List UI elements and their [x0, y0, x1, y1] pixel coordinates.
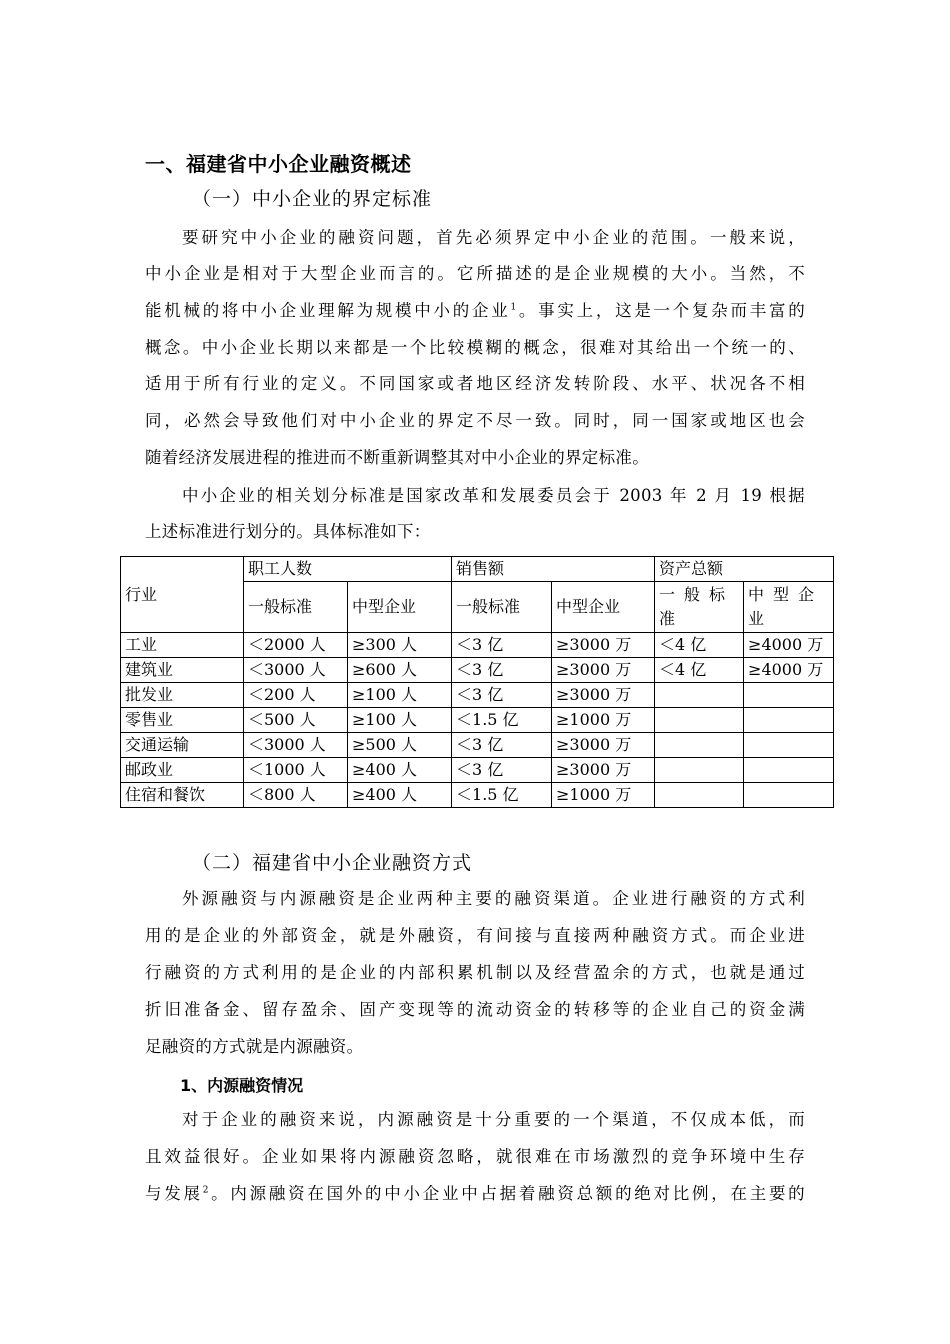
table-cell: ＜3000 人: [244, 658, 348, 683]
table-cell: ＜3 亿: [452, 658, 552, 683]
paragraph-line: 对于企业的融资来说，内源融资是十分重要的一个渠道，不仅成本低，而: [182, 1110, 805, 1129]
paragraph-line: 外源融资与内源融资是企业两种主要的融资渠道。企业进行融资的方式利: [182, 889, 805, 908]
paragraph-line: 要研究中小企业的融资问题，首先必须界定中小企业的范围。一般来说，: [182, 228, 805, 247]
table-cell: ＜3 亿: [452, 758, 552, 783]
paragraph-line: 中小企业的相关划分标准是国家改革和发展委员会于 2003 年 2 月 19 根据: [182, 486, 805, 505]
table-group-header: 职工人数: [244, 557, 452, 582]
table-cell: ＜3000 人: [244, 733, 348, 758]
table-cell: ＜1000 人: [244, 758, 348, 783]
table-cell: [744, 683, 834, 708]
paragraph-line: 折旧准备金、留存盈余、固产变现等的流动资金的转移等的企业自己的资金满: [145, 1000, 805, 1019]
table-cell: ＜1.5 亿: [452, 708, 552, 733]
footnote-marker: 1: [510, 302, 517, 313]
table-row: [121, 708, 834, 733]
table-cell: ≥3000 万: [552, 733, 655, 758]
table-cell: ≥3000 万: [552, 633, 655, 658]
table-sub-header: 中型企业: [744, 582, 834, 633]
table-row: [121, 658, 834, 683]
industry-cell: 交通运输: [121, 733, 244, 758]
table-cell: [744, 758, 834, 783]
table-sub-header: 一般标准: [452, 582, 552, 633]
sme-classification-table: [120, 556, 834, 808]
table-cell: ≥400 人: [348, 758, 452, 783]
table-row-header: 行业: [121, 557, 244, 633]
industry-cell: 零售业: [121, 708, 244, 733]
table-row: [121, 758, 834, 783]
industry-cell: 住宿和餐饮: [121, 783, 244, 808]
table-cell: [744, 708, 834, 733]
table-cell: [655, 783, 744, 808]
table-cell: ≥3000 万: [552, 658, 655, 683]
table-cell: ≥3000 万: [552, 758, 655, 783]
table-cell: ≥3000 万: [552, 683, 655, 708]
section-1-title: （一）中小企业的界定标准: [192, 188, 433, 210]
table-cell: [655, 683, 744, 708]
industry-cell: 建筑业: [121, 658, 244, 683]
table-row: [121, 683, 834, 708]
table-cell: ＜200 人: [244, 683, 348, 708]
table-row: [121, 633, 834, 658]
table-cell: [655, 708, 744, 733]
paragraph-line: 且效益很好。企业如果将内源融资忽略，就很难在市场激烈的竞争环境中生存: [145, 1147, 805, 1166]
paragraph-line-part: 与发展: [145, 1184, 203, 1203]
table-cell: ＜3 亿: [452, 683, 552, 708]
paragraph-line-part: 。事实上，这是一个复杂而丰富的: [516, 301, 805, 320]
paragraph-line: 足融资的方式就是内源融资。: [145, 1037, 364, 1056]
table-cell: ≥100 人: [348, 683, 452, 708]
table-cell: ＜4 亿: [655, 658, 744, 683]
table-cell: ＜3 亿: [452, 733, 552, 758]
paragraph-line: 同，必然会导致他们对中小企业的界定不尽一致。同时，同一国家或地区也会: [145, 411, 805, 430]
chapter-heading: 一、福建省中小企业融资概述: [145, 152, 412, 176]
table-group-header: 资产总额: [655, 557, 834, 582]
table-cell: ≥100 人: [348, 708, 452, 733]
table-row: [121, 783, 834, 808]
table-cell: ＜3 亿: [452, 633, 552, 658]
table-row: [121, 733, 834, 758]
industry-cell: 批发业: [121, 683, 244, 708]
paragraph-line: 上述标准进行划分的。具体标准如下：: [145, 522, 431, 541]
paragraph-line: [145, 1175, 805, 1213]
table-cell: [655, 758, 744, 783]
table-cell: ≥4000 万: [744, 633, 834, 658]
table-group-header: 销售额: [452, 557, 655, 582]
table-cell: ＜4 亿: [655, 633, 744, 658]
table-cell: ≥1000 万: [552, 708, 655, 733]
table-cell: [655, 733, 744, 758]
table-cell: ≥300 人: [348, 633, 452, 658]
paragraph-line: [145, 292, 805, 330]
industry-cell: 工业: [121, 633, 244, 658]
subsection-heading: 1、内源融资情况: [180, 1076, 304, 1095]
industry-cell: 邮政业: [121, 758, 244, 783]
table-cell: [744, 783, 834, 808]
table-body: [121, 633, 834, 808]
section-2-title: （二）福建省中小企业融资方式: [192, 852, 473, 874]
table-sub-header: 中型企业: [348, 582, 452, 633]
paragraph-line: 用的是企业的外部资金，就是外融资，有间接与直接两种融资方式。而企业进: [145, 926, 805, 945]
table-sub-header: 中型企业: [552, 582, 655, 633]
paragraph-line: 随着经济发展进程的推进而不断重新调整其对中小企业的界定标准。: [145, 448, 649, 467]
table-cell: ＜800 人: [244, 783, 348, 808]
table-cell: ≥600 人: [348, 658, 452, 683]
paragraph-line: 概念。中小企业长期以来都是一个比较模糊的概念，很难对其给出一个统一的、: [145, 338, 805, 357]
paragraph-line-part: 。内源融资在国外的中小企业中占据着融资总额的绝对比例，在主要的: [208, 1184, 805, 1203]
paragraph-line: 行融资的方式利用的是企业的内部积累机制以及经营盈余的方式，也就是通过: [145, 963, 805, 982]
paragraph-line: 适用于所有行业的定义。不同国家或者地区经济发转阶段、水平、状况各不相: [145, 374, 805, 393]
table-cell: ≥4000 万: [744, 658, 834, 683]
table-cell: ≥1000 万: [552, 783, 655, 808]
footnote-marker: 2: [202, 1185, 209, 1196]
table-cell: ＜2000 人: [244, 633, 348, 658]
paragraph-line: 中小企业是相对于大型企业而言的。它所描述的是企业规模的大小。当然，不: [145, 264, 805, 283]
table-sub-header: 一般标准: [655, 582, 744, 633]
table-cell: ＜500 人: [244, 708, 348, 733]
paragraph-line-part: 能机械的将中小企业理解为规模中小的企业: [145, 301, 511, 320]
table-cell: ≥400 人: [348, 783, 452, 808]
table-cell: ＜1.5 亿: [452, 783, 552, 808]
table-sub-header: 一般标准: [244, 582, 348, 633]
table-cell: [744, 733, 834, 758]
table-cell: ≥500 人: [348, 733, 452, 758]
